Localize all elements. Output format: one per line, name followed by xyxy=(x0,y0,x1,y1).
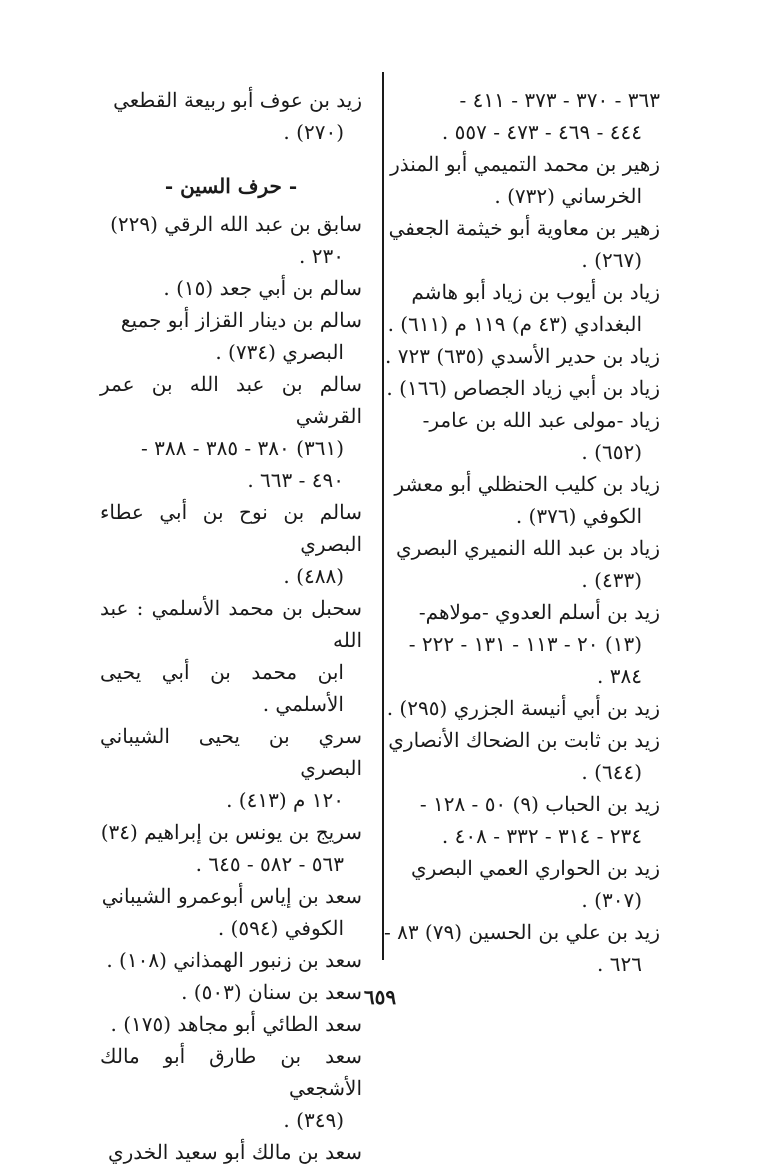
index-entry xyxy=(375,212,660,276)
entry-continuation-line: ٢٣٠ . xyxy=(299,244,344,268)
entry-continuation-line: (٢٦٧) . xyxy=(581,248,642,272)
entry-line: زياد بن عبد الله النميري البصري xyxy=(396,536,660,560)
entry-continuation-line: (٤٨٨) . xyxy=(283,564,344,588)
index-entry xyxy=(375,724,660,788)
entry-line: سحبل بن محمد الأسلمي : عبد الله xyxy=(100,596,362,652)
index-entry xyxy=(100,592,362,720)
index-entry xyxy=(375,532,660,596)
index-entry xyxy=(375,340,660,372)
entry-continuation-line: ٤٩٠ - ٦٦٣ . xyxy=(247,468,344,492)
left-top-entries xyxy=(100,84,362,148)
entry-line: سعد الطائي أبو مجاهد (١٧٥) . xyxy=(110,1012,362,1036)
entry-continuation-line: ٤٤٤ - ٤٦٩ - ٤٧٣ - ٥٥٧ . xyxy=(441,120,642,144)
entry-line: زيد بن علي بن الحسين (٧٩) ٨٣ - xyxy=(383,920,660,944)
entry-line: زياد بن حدير الأسدي (٦٣٥) ٧٢٣ . xyxy=(385,344,660,368)
index-entry xyxy=(375,84,660,148)
entry-continuation-line: (٢٧٠) . xyxy=(283,120,344,144)
index-entry xyxy=(100,880,362,944)
entry-line: زيد بن الحواري العمي البصري xyxy=(411,856,660,880)
index-entry xyxy=(100,208,362,272)
entry-line: سعد بن سنان (٥٠٣) . xyxy=(181,980,362,1004)
entry-continuation-line: ٥٦٣ - ٥٨٢ - ٦٤٥ . xyxy=(195,852,344,876)
entry-line: سالم بن دينار القزاز أبو جميع xyxy=(120,308,362,332)
index-entry xyxy=(375,468,660,532)
entry-continuation-line: ٢٣٤ - ٣١٤ - ٣٣٢ - ٤٠٨ . xyxy=(441,824,642,848)
index-entry xyxy=(375,372,660,404)
index-entry xyxy=(100,368,362,496)
entry-line: سريج بن يونس بن إبراهيم (٣٤) xyxy=(100,820,362,844)
entry-line: زيد بن ثابت بن الضحاك الأنصاري xyxy=(388,728,660,752)
index-entry xyxy=(100,496,362,592)
index-entry xyxy=(375,788,660,852)
entry-line: زياد بن أيوب بن زياد أبو هاشم xyxy=(411,280,660,304)
entry-line: سابق بن عبد الله الرقي (٢٢٩) xyxy=(110,212,362,236)
entry-continuation-line: الخرساني (٧٣٢) . xyxy=(494,184,642,208)
entry-continuation-line: الكوفي (٣٧٦) . xyxy=(515,504,642,528)
index-entry xyxy=(375,404,660,468)
entry-line: زياد بن أبي زياد الجصاص (١٦٦) . xyxy=(386,376,660,400)
entry-line: زيد بن أبي أنيسة الجزري (٢٩٥) . xyxy=(386,696,660,720)
entry-continuation-line: ١٢٠ م (٤١٣) . xyxy=(226,788,344,812)
index-entry xyxy=(100,944,362,976)
index-entry xyxy=(375,276,660,340)
entry-line: سالم بن نوح بن أبي عطاء البصري xyxy=(100,500,362,556)
page-number: ٦٥٩ xyxy=(363,985,397,1009)
index-entry xyxy=(100,272,362,304)
entry-line: زهير بن محمد التميمي أبو المنذر xyxy=(390,152,660,176)
index-entry xyxy=(375,852,660,916)
index-entry xyxy=(375,692,660,724)
entry-line: سعد بن إياس أبوعمرو الشيباني xyxy=(101,884,362,908)
entry-continuation-line: ابن محمد بن أبي يحيى الأسلمي . xyxy=(100,660,344,716)
index-entry xyxy=(100,1008,362,1040)
entry-continuation-line: (٦٥٢) . xyxy=(581,440,642,464)
index-entry xyxy=(100,1136,362,1168)
entry-line: سالم بن عبد الله بن عمر القرشي xyxy=(100,372,362,428)
entry-continuation-line: ٣٨٤ . xyxy=(597,664,642,688)
entry-continuation-line: الكوفي (٥٩٤) . xyxy=(217,916,344,940)
entry-continuation-line: (٦٤٤) . xyxy=(581,760,642,784)
index-entry xyxy=(100,304,362,368)
right-entries xyxy=(375,84,660,980)
index-entry xyxy=(375,148,660,212)
entry-line: سعد بن طارق أبو مالك الأشجعي xyxy=(100,1044,362,1100)
index-entry xyxy=(100,720,362,816)
index-entry xyxy=(100,1040,362,1136)
entry-continuation-line: (٣٦١) ٣٨٠ - ٣٨٥ - ٣٨٨ - xyxy=(140,436,344,460)
entry-line: سري بن يحيى الشيباني البصري xyxy=(100,724,362,780)
index-entry xyxy=(100,84,362,148)
index-entry xyxy=(100,816,362,880)
entry-line: سعد بن مالك أبو سعيد الخدري xyxy=(107,1140,362,1164)
entry-line: زيد بن أسلم العدوي -مولاهم- xyxy=(418,600,660,624)
left-bottom-entries xyxy=(100,208,362,1168)
entry-continuation-line: البصري (٧٣٤) . xyxy=(215,340,344,364)
index-entry xyxy=(375,916,660,980)
entry-line: سالم بن أبي جعد (١٥) . xyxy=(163,276,362,300)
entry-continuation-line: (٤٣٣) . xyxy=(581,568,642,592)
entry-continuation-line: ٦٢٦ . xyxy=(597,952,642,976)
entry-line: زياد -مولى عبد الله بن عامر- xyxy=(422,408,660,432)
entry-continuation-line: البغدادي (٤٣ م) ١١٩ م (٦١١) . xyxy=(387,312,642,336)
entry-line: سعد بن زنبور الهمذاني (١٠٨) . xyxy=(106,948,362,972)
entry-line: زهير بن معاوية أبو خيثمة الجعفي xyxy=(388,216,660,240)
entry-continuation-line: (٣٤٩) . xyxy=(283,1108,344,1132)
column-divider xyxy=(382,72,384,960)
entry-continuation-line: (٣٠٧) . xyxy=(581,888,642,912)
index-column-right xyxy=(375,84,660,980)
entry-line: زيد بن عوف أبو ربيعة القطعي xyxy=(113,88,362,112)
section-heading: - حرف السين - xyxy=(164,174,298,198)
index-entry xyxy=(375,596,660,692)
entry-line: ٣٦٣ - ٣٧٠ - ٣٧٣ - ٤١١ - xyxy=(459,88,660,112)
entry-line: زياد بن كليب الحنظلي أبو معشر xyxy=(394,472,660,496)
entry-line: زيد بن الحباب (٩) ٥٠ - ١٢٨ - xyxy=(419,792,660,816)
entry-continuation-line: (١٣) ٢٠ - ١١٣ - ١٣١ - ٢٢٢ - xyxy=(408,632,642,656)
